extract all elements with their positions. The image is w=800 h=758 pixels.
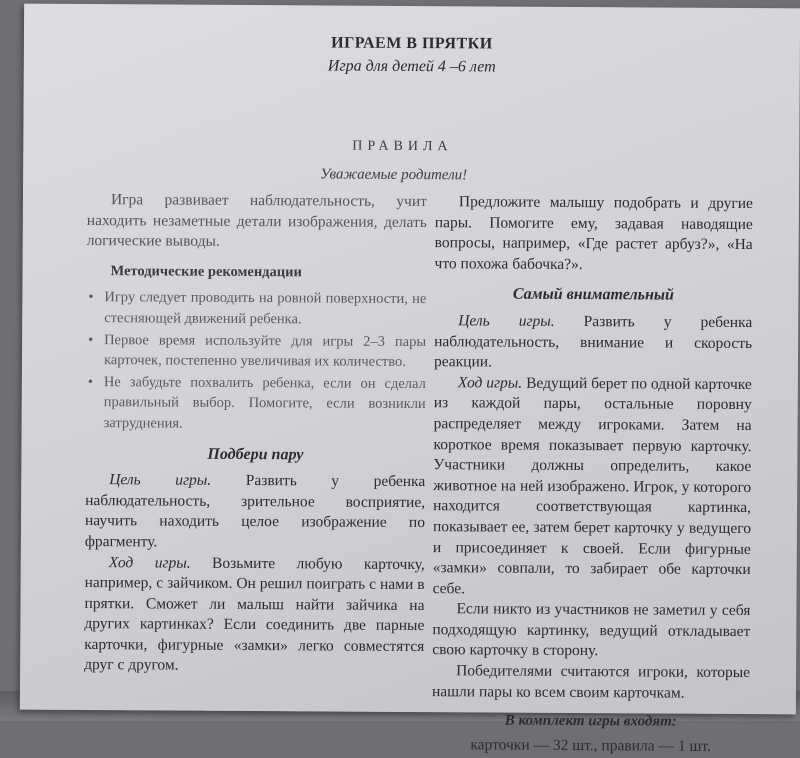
game2-goal: Цель игры. Развить у ребенка наблюдательность, внимание и скорость реакции.: [433, 312, 753, 371]
intro-paragraph: Игра развивает наблюдательность, учит находить незаметные детали изображения, делать логические выводы.: [86, 191, 428, 251]
rules-sheet: [20, 4, 800, 755]
continuation-paragraph: Предложите малышу подобрать и другие пары. Помогите ему, задавая наводящие вопросы, например, «Где растет арбуз?», «На что похожа бабочка?».: [434, 193, 754, 273]
kit-items: карточки — 32 шт., правила — 1 шт.: [470, 736, 711, 755]
game-title: ИГРАЕМ В ПРЯТКИ: [331, 34, 493, 53]
goal-label: Цель игры.: [109, 471, 212, 489]
greeting: Уважаемые родители!: [320, 166, 468, 184]
game2-heading: Самый внимательный: [512, 286, 674, 304]
game1-heading: Подбери пару: [207, 445, 304, 463]
bullet-icon: •: [88, 331, 94, 348]
kit-heading: В комплект игры входят:: [504, 712, 677, 730]
rules-heading: ПРАВИЛА: [352, 138, 453, 155]
list-item: • Первое время используйте для игры 2–3 пары карточек, постепенно увеличивая их количество.: [88, 331, 427, 371]
move-label: Ход игры.: [108, 553, 191, 572]
list-item: • Не забудьте похвалить ребенка, если он сделал правильный выбор. Помогите, если возникли затруднения.: [87, 373, 426, 432]
game2-move: Ход игры. Ведущий берет по одной карточке из каждой пары, остальные поровну распределяет между игроками. Затем на короткое время показывает первую карточку. Участники должны определить, какое животное на ней изображено. Игрок, у которого находится соответствующая картинка, показывает ее, затем берет карточку у ведущего и присоединяет к своей. Если фигурные «замки» совпали, то забирает обе карточки себе.: [432, 374, 752, 598]
game1-goal: Цель игры. Развить у ребенка наблюдательность, зрительное восприятие, научить находить целое изображение по фрагменту.: [84, 471, 426, 551]
left-column: [84, 190, 427, 678]
right-column: [432, 192, 753, 757]
goal-label: Цель игры.: [458, 312, 555, 330]
game2-paragraph-2: Если никто из участников не заметил у себя подходящую картинку, ведущий откладывает свою карточку в сторону.: [432, 600, 751, 660]
game2-paragraph-3: Победителями считаются игроки, которые нашли пары ко всем своим карточкам.: [431, 662, 751, 702]
game1-move: Ход игры. Возьмите любую карточку, например, с зайчиком. Он решил поиграть с нами в прятки. Сможет ли малыш найти зайчика на других картинках? Если соединить две парные карточки, фигурные «замки» легко совместятся друг с другом.: [84, 553, 425, 675]
move-label: Ход игры.: [457, 374, 523, 392]
method-heading: Методические рекомендации: [110, 262, 302, 281]
game-subtitle: Игра для детей 4 –6 лет: [327, 57, 496, 76]
recommendations-list: [86, 287, 427, 435]
list-item: • Игру следует проводить на ровной поверхности, не стесняющей движений ребенка.: [88, 289, 427, 328]
bullet-icon: •: [88, 289, 94, 306]
bullet-icon: •: [87, 373, 93, 390]
